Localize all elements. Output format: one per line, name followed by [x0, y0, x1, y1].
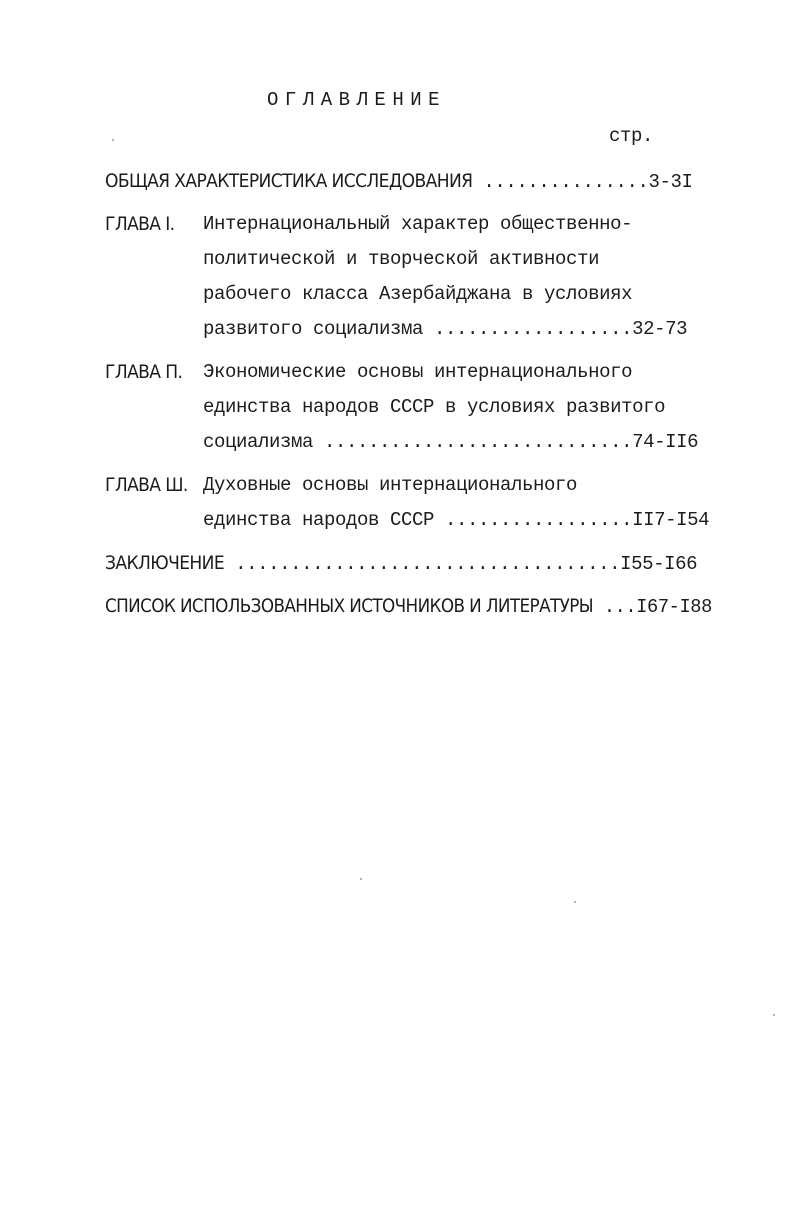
toc-entry-conclusion-label: ЗАКЛЮЧЕНИЕ [105, 552, 225, 574]
toc-entry-sources-pages: I67-I88 [636, 596, 712, 618]
chapter-2-line-last [203, 430, 698, 454]
chapter-2-label: ГЛАВА П. [105, 361, 183, 383]
scan-speck [112, 139, 114, 141]
toc-entry-sources [105, 594, 712, 619]
chapter-1-label: ГЛАВА I. [105, 213, 175, 235]
toc-entry-conclusion [105, 551, 697, 576]
leader-dots: ... [593, 596, 637, 618]
chapter-2-line: единства народов СССР в условиях развитого [203, 396, 666, 418]
chapter-1-pages: 32-73 [632, 318, 688, 340]
scan-speck [360, 878, 362, 880]
chapter-3-line: Духовные основы интернационального [203, 474, 578, 496]
chapter-3-line: единства народов СССР ................. [203, 509, 633, 531]
chapter-2-line: социализма ............................ [203, 431, 633, 453]
chapter-3-pages: II7-I54 [632, 509, 710, 531]
chapter-1-line: политической и творческой активности [203, 248, 600, 270]
chapter-2-pages: 74-II6 [632, 431, 699, 453]
chapter-1-line: рабочего класса Азербайджана в условиях [203, 283, 633, 305]
toc-entry-general [105, 169, 692, 194]
toc-entry-general-label: ОБЩАЯ ХАРАКТЕРИСТИКА ИССЛЕДОВАНИЯ [105, 170, 473, 192]
toc-entry-general-pages: 3-3I [648, 171, 693, 193]
chapter-3-label: ГЛАВА Ш. [105, 474, 188, 496]
scan-speck [574, 901, 576, 903]
chapter-3-line-last [203, 508, 709, 532]
toc-entry-sources-label: СПИСОК ИСПОЛЬЗОВАННЫХ ИСТОЧНИКОВ И ЛИТЕРАТУРЫ [105, 595, 594, 617]
leader-dots: ................................... [224, 553, 621, 575]
chapter-1-line-last [203, 317, 687, 341]
chapter-1-line: Интернациональный характер общественно- [203, 213, 633, 235]
toc-title: ОГЛАВЛЕНИЕ [267, 89, 447, 111]
toc-entry-conclusion-pages: I55-I66 [620, 553, 698, 575]
chapter-2-line: Экономические основы интернационального [203, 361, 633, 383]
page-column-label: стр. [609, 125, 654, 147]
chapter-1-line: развитого социализма .................. [203, 318, 633, 340]
scan-speck [773, 1014, 775, 1016]
leader-dots: ............... [472, 171, 649, 193]
